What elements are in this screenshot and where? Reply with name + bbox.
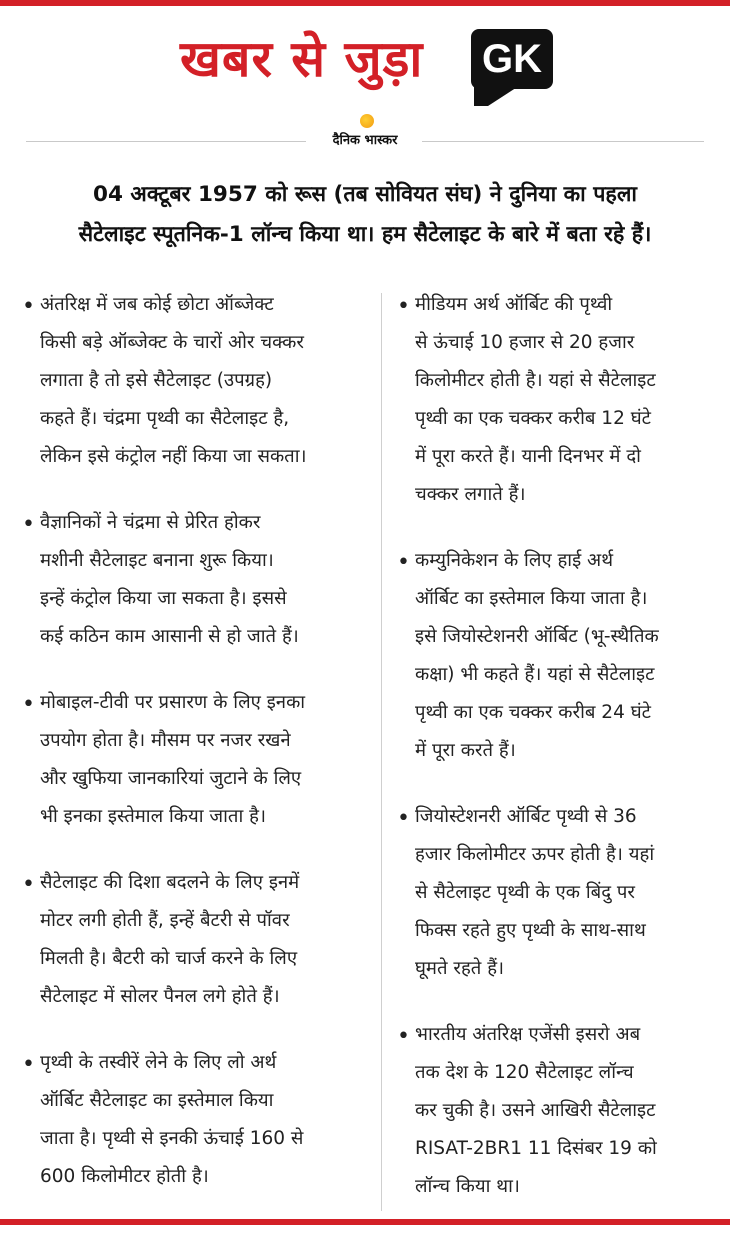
list-item [397, 286, 717, 514]
bottom-red-rule [0, 1219, 730, 1225]
bullet-dot-icon: • [397, 294, 410, 319]
list-item [22, 864, 372, 1016]
list-item [397, 1016, 717, 1206]
bullet-dot-icon: • [397, 550, 410, 575]
left-column [22, 286, 372, 1224]
item-line: किसी बड़े ऑब्जेक्ट के चारों ओर चक्कर [40, 332, 304, 353]
item-line: जियोस्टेशनरी ऑर्बिट पृथ्वी से 36 [415, 806, 637, 827]
item-line: किलोमीटर होती है। यहां से सैटेलाइट [415, 370, 656, 391]
item-line: पृथ्वी का एक चक्कर करीब 24 घंटे [415, 702, 651, 723]
item-line: तक देश के 120 सैटेलाइट लॉन्च [415, 1062, 634, 1083]
item-line: लॉन्च किया था। [415, 1176, 520, 1197]
item-line: मीडियम अर्थ ऑर्बिट की पृथ्वी [415, 294, 613, 315]
logo-divider-left [26, 141, 306, 142]
item-line: भी इनका इस्तेमाल किया जाता है। [40, 806, 266, 827]
item-line: वैज्ञानिकों ने चंद्रमा से प्रेरित होकर [40, 512, 261, 533]
item-line: पृथ्वी का एक चक्कर करीब 12 घंटे [415, 408, 651, 429]
item-line: कहते हैं। चंद्रमा पृथ्वी का सैटेलाइट है, [40, 408, 290, 429]
item-line: मशीनी सैटेलाइट बनाना शुरू किया। [40, 550, 274, 571]
item-line: लगाता है तो इसे सैटेलाइट (उपग्रह) [40, 370, 273, 391]
speech-bubble-tail-icon [474, 84, 522, 106]
column-divider [381, 293, 382, 1211]
item-line: कई कठिन काम आसानी से हो जाते हैं। [40, 626, 299, 647]
bullet-dot-icon: • [22, 294, 35, 319]
item-line: मोबाइल-टीवी पर प्रसारण के लिए इनका [40, 692, 306, 713]
item-line: जाता है। पृथ्वी से इनकी ऊंचाई 160 से [40, 1128, 304, 1149]
bullet-dot-icon: • [397, 806, 410, 831]
list-item [397, 798, 717, 988]
item-line: पृथ्वी के तस्वीरें लेने के लिए लो अर्थ [40, 1052, 277, 1073]
item-line: RISAT-2BR1 11 दिसंबर 19 को [415, 1138, 657, 1159]
item-line: मिलती है। बैटरी को चार्ज करने के लिए [40, 948, 298, 969]
item-line: कर चुकी है। उसने आखिरी सैटेलाइट [415, 1100, 656, 1121]
item-line: कम्युनिकेशन के लिए हाई अर्थ [415, 550, 614, 571]
bullet-dot-icon: • [22, 512, 35, 537]
item-line: ऑर्बिट सैटेलाइट का इस्तेमाल किया [40, 1090, 274, 1111]
item-line: से सैटेलाइट पृथ्वी के एक बिंदु पर [415, 882, 635, 903]
item-line: मोटर लगी होती हैं, इन्हें बैटरी से पॉवर [40, 910, 290, 931]
bullet-dot-icon: • [22, 872, 35, 897]
item-line: भारतीय अंतरिक्ष एजेंसी इसरो अब [415, 1024, 641, 1045]
item-line: इन्हें कंट्रोल किया जा सकता है। इससे [40, 588, 287, 609]
bullet-dot-icon: • [22, 692, 35, 717]
right-column [397, 286, 717, 1234]
list-item [22, 504, 372, 656]
list-item [22, 286, 372, 476]
item-line: लेकिन इसे कंट्रोल नहीं किया जा सकता। [40, 446, 307, 467]
item-line: अंतरिक्ष में जब कोई छोटा ऑब्जेक्ट [40, 294, 274, 315]
list-item [22, 684, 372, 836]
item-line: में पूरा करते हैं। यानी दिनभर में दो [415, 446, 641, 467]
item-line: और खुफिया जानकारियां जुटाने के लिए [40, 768, 302, 789]
page-title: खबर से जुड़ा [180, 30, 424, 88]
logo-divider-right [422, 141, 704, 142]
item-line: हजार किलोमीटर ऊपर होती है। यहां [415, 844, 655, 865]
item-line: सैटेलाइट में सोलर पैनल लगे होते हैं। [40, 986, 280, 1007]
item-line: में पूरा करते हैं। [415, 740, 516, 761]
intro-line: सैटेलाइट स्पूतनिक-1 लॉन्च किया था। हम सैटेलाइट के बारे में बता रहे हैं। [78, 222, 652, 247]
intro-line: 04 अक्टूबर 1957 को रूस (तब सोवियत संघ) ने दुनिया का पहला [93, 182, 637, 207]
item-line: घूमते रहते हैं। [415, 958, 505, 979]
item-line: चक्कर लगाते हैं। [415, 484, 526, 505]
bullet-dot-icon: • [22, 1052, 35, 1077]
item-line: इसे जियोस्टेशनरी ऑर्बिट (भू-स्थैतिक [415, 626, 659, 647]
sun-dot-icon [360, 114, 374, 128]
item-line: 600 किलोमीटर होती है। [40, 1166, 209, 1187]
publisher-logo: दैनिक भास्कर [332, 133, 398, 148]
list-item [22, 1044, 372, 1196]
item-line: फिक्स रहते हुए पृथ्वी के साथ-साथ [415, 920, 646, 941]
gk-badge: GK [471, 29, 553, 89]
list-item [397, 542, 717, 770]
bullet-dot-icon: • [397, 1024, 410, 1049]
item-line: कक्षा) भी कहते हैं। यहां से सैटेलाइट [415, 664, 655, 685]
intro-text [0, 175, 730, 255]
item-line: ऑर्बिट का इस्तेमाल किया जाता है। [415, 588, 648, 609]
item-line: उपयोग होता है। मौसम पर नजर रखने [40, 730, 291, 751]
item-line: से ऊंचाई 10 हजार से 20 हजार [415, 332, 635, 353]
item-line: सैटेलाइट की दिशा बदलने के लिए इनमें [40, 872, 300, 893]
top-red-rule [0, 0, 730, 6]
